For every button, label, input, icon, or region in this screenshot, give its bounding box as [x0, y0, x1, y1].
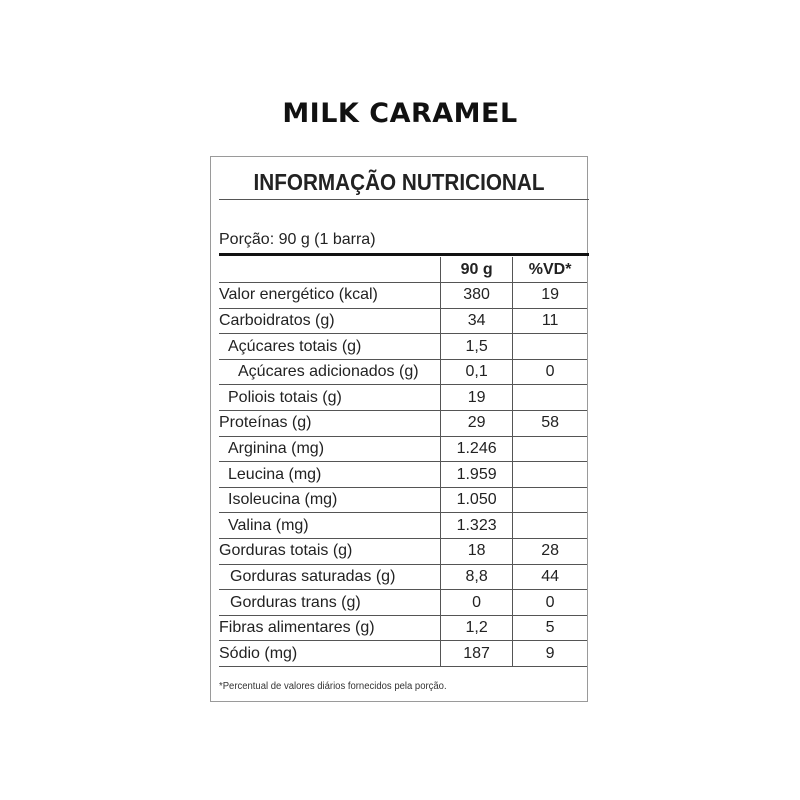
nutrient-quantity: 380	[440, 283, 512, 309]
nutrient-label: Valina (mg)	[219, 513, 440, 539]
nutrient-daily-value	[513, 487, 587, 513]
nutrient-quantity: 19	[440, 385, 512, 411]
nutrient-daily-value: 9	[513, 641, 587, 667]
header-daily-value-cell: %VD*	[513, 257, 587, 283]
nutrient-label: Arginina (mg)	[219, 436, 440, 462]
table-row	[219, 564, 587, 590]
portion-size: Porção: 90 g (1 barra)	[219, 231, 376, 248]
nutrient-daily-value	[513, 436, 587, 462]
nutrient-label: Fibras alimentares (g)	[219, 615, 440, 641]
nutrition-facts-panel	[210, 156, 588, 702]
product-title: MILK CARAMEL	[282, 98, 518, 129]
nutrition-title: INFORMAÇÃO NUTRICIONAL	[253, 169, 545, 195]
table-row	[219, 385, 587, 411]
nutrient-daily-value	[513, 462, 587, 488]
nutrient-daily-value: 11	[513, 308, 587, 334]
table-row	[219, 590, 587, 616]
nutrient-quantity: 1.050	[440, 487, 512, 513]
nutrient-daily-value: 0	[513, 590, 587, 616]
table-row	[219, 615, 587, 641]
nutrient-quantity: 0	[440, 590, 512, 616]
nutrient-quantity: 29	[440, 411, 512, 437]
table-row	[219, 411, 587, 437]
nutrient-quantity: 34	[440, 308, 512, 334]
nutrient-quantity: 187	[440, 641, 512, 667]
nutrient-quantity: 1.959	[440, 462, 512, 488]
nutrient-daily-value	[513, 334, 587, 360]
nutrient-label: Gorduras trans (g)	[219, 590, 440, 616]
table-row	[219, 462, 587, 488]
nutrient-quantity: 8,8	[440, 564, 512, 590]
table-row	[219, 487, 587, 513]
nutrient-daily-value: 5	[513, 615, 587, 641]
nutrient-daily-value	[513, 513, 587, 539]
table-row	[219, 436, 587, 462]
nutrient-daily-value: 0	[513, 359, 587, 385]
nutrient-daily-value	[513, 385, 587, 411]
table-row	[219, 641, 587, 667]
nutrient-label: Poliois totais (g)	[219, 385, 440, 411]
nutrient-quantity: 1,5	[440, 334, 512, 360]
nutrient-quantity: 1.246	[440, 436, 512, 462]
nutrition-table	[219, 257, 587, 667]
nutrient-label: Valor energético (kcal)	[219, 283, 440, 309]
header-quantity-cell: 90 g	[440, 257, 512, 283]
nutrient-label: Gorduras saturadas (g)	[219, 564, 440, 590]
daily-value-footnote: *Percentual de valores diários fornecidos pela porção.	[219, 681, 447, 692]
table-row	[219, 334, 587, 360]
table-row	[219, 513, 587, 539]
table-header-row	[219, 257, 587, 283]
nutrient-quantity: 1.323	[440, 513, 512, 539]
nutrient-label: Proteínas (g)	[219, 411, 440, 437]
table-row	[219, 539, 587, 565]
nutrient-label: Isoleucina (mg)	[219, 487, 440, 513]
nutrient-label: Leucina (mg)	[219, 462, 440, 488]
nutrient-daily-value: 28	[513, 539, 587, 565]
table-row	[219, 308, 587, 334]
nutrient-quantity: 18	[440, 539, 512, 565]
nutrient-quantity: 0,1	[440, 359, 512, 385]
title-divider	[219, 199, 589, 200]
nutrient-label: Açúcares totais (g)	[219, 334, 440, 360]
table-row	[219, 359, 587, 385]
portion-divider	[219, 253, 589, 256]
table-row	[219, 283, 587, 309]
nutrient-daily-value: 58	[513, 411, 587, 437]
nutrient-label: Carboidratos (g)	[219, 308, 440, 334]
nutrient-label: Açúcares adicionados (g)	[219, 359, 440, 385]
nutrient-label: Sódio (mg)	[219, 641, 440, 667]
header-label-cell	[219, 257, 440, 283]
nutrient-daily-value: 19	[513, 283, 587, 309]
nutrient-daily-value: 44	[513, 564, 587, 590]
nutrient-label: Gorduras totais (g)	[219, 539, 440, 565]
nutrient-quantity: 1,2	[440, 615, 512, 641]
